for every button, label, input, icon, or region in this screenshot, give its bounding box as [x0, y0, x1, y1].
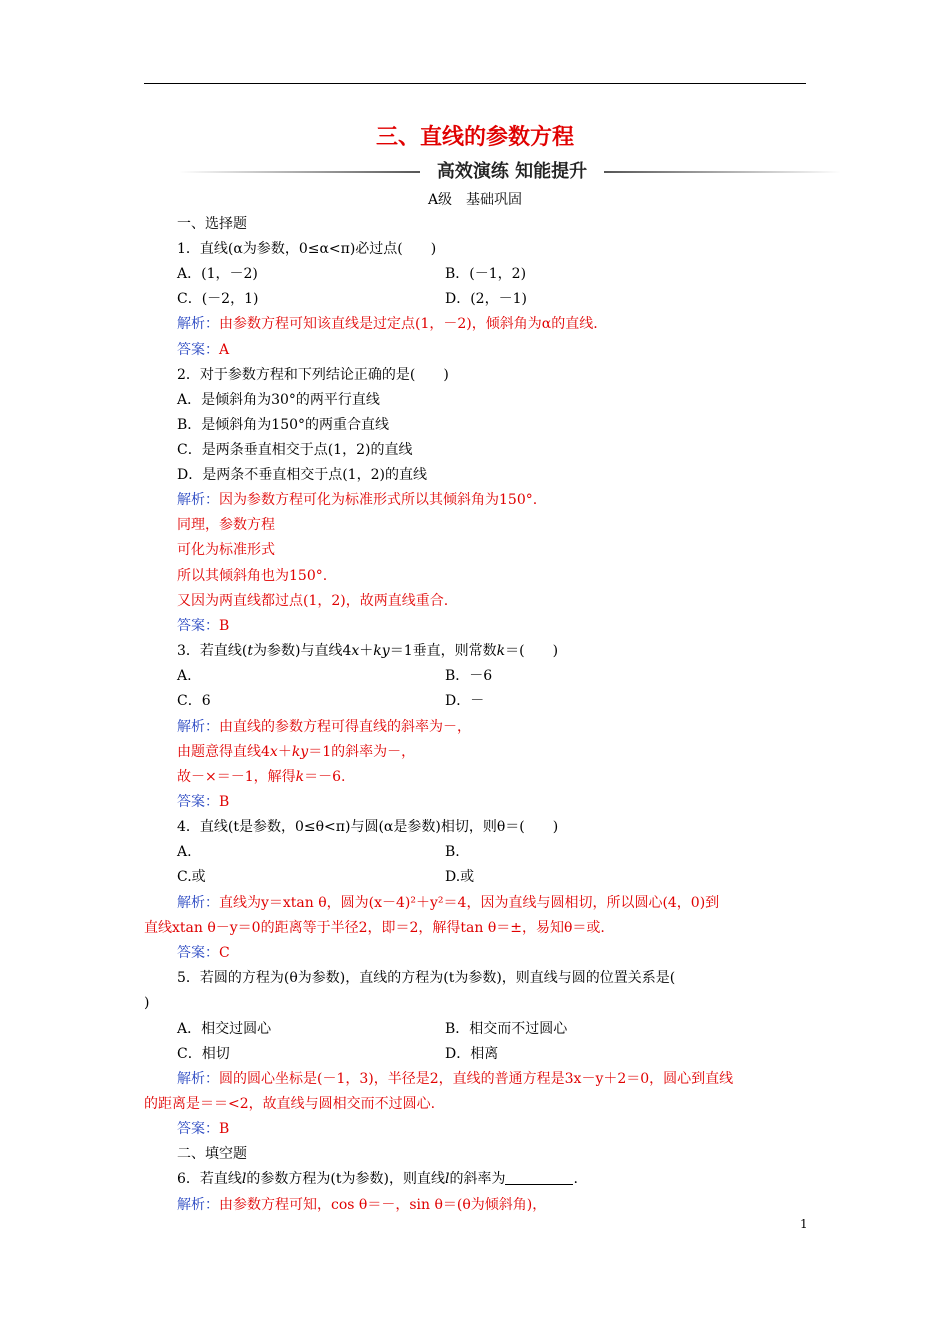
q2-analysis-text: 因为参数方程可化为标准形式所以其倾斜角为150°.: [219, 492, 538, 508]
q1-option-b: B．(－1，2): [445, 266, 527, 282]
q3-stem-var: k: [496, 643, 506, 659]
q3-stem-var: t: [247, 643, 254, 659]
q5-analysis-text: 圆的圆心坐标是(－1，3)，半径是2，直线的普通方程是3x－y＋2＝0，圆心到直线: [219, 1071, 734, 1087]
q3-analysis-line: [177, 742, 415, 762]
q4-stem: 4．直线(t是参数，0≤θ<π)与圆(α是参数)相切，则θ＝( ): [177, 819, 559, 835]
q2-option-a: A．是倾斜角为30°的两平行直线: [177, 392, 380, 408]
q6-answer-blank: [505, 1170, 573, 1185]
page-number: 1: [800, 1217, 808, 1231]
q4-analysis: [177, 893, 719, 913]
q1-answer-value: A: [219, 342, 230, 358]
q2-option-c: C．是两条垂直相交于点(1，2)的直线: [177, 442, 413, 458]
q3-analysis-text: 由直线的参数方程可得直线的斜率为－，: [219, 719, 471, 735]
q5-option-b: B．相交而不过圆心: [445, 1021, 568, 1037]
q5-answer-value: B: [219, 1121, 230, 1137]
q6-stem-var: l: [444, 1171, 450, 1187]
q2-analysis-line: 可化为标准形式: [177, 542, 275, 558]
q5-option-d: D．相离: [445, 1046, 499, 1062]
q4-analysis-text: 直线为y＝xtan θ，圆为(x－4)²＋y²＝4，因为直线与圆相切，所以圆心(4，0)到: [219, 895, 720, 911]
q3-analysis-label: 解析：: [177, 719, 219, 735]
q3-stem-part: 3．若直线(: [177, 643, 248, 659]
q5-stem-end: ): [144, 995, 150, 1011]
q3-option-b: B．－6: [445, 668, 493, 684]
q1-analysis: [177, 314, 598, 334]
q3-option-c: C．6: [177, 693, 211, 709]
q2-option-b: B．是倾斜角为150°的两重合直线: [177, 417, 390, 433]
q6-stem-part: 的参数方程为(t为参数)，则直线: [246, 1171, 445, 1187]
q2-answer-label: 答案：: [177, 618, 219, 634]
banner-right-line: [604, 171, 840, 173]
q1-answer: [177, 340, 229, 360]
q4-option-b: B.: [445, 844, 460, 860]
header-rule: [144, 83, 806, 84]
q3-line-part: ＋: [277, 744, 292, 760]
q1-stem: 1．直线(α为参数，0≤α<π)必过点( ): [177, 241, 437, 257]
q3-line-var: ky: [291, 744, 309, 760]
q6-stem-part: .: [573, 1171, 578, 1187]
q6-stem: [177, 1169, 578, 1189]
q2-option-d: D．是两条不垂直相交于点(1，2)的直线: [177, 467, 427, 483]
q3-answer-value: B: [219, 794, 230, 810]
q3-option-a: A.: [177, 668, 192, 684]
q5-analysis-label: 解析：: [177, 1071, 219, 1087]
q3-line-var: k: [295, 769, 305, 785]
q2-analysis-line: 又因为两直线都过点(1，2)，故两直线重合.: [177, 593, 449, 609]
q5-option-c: C．相切: [177, 1046, 230, 1062]
q5-analysis-line: 的距离是＝＝<2，故直线与圆相交而不过圆心.: [144, 1096, 436, 1112]
q1-analysis-label: 解析：: [177, 316, 219, 332]
q6-stem-part: 6．若直线: [177, 1171, 242, 1187]
q6-stem-var: l: [241, 1171, 247, 1187]
level-heading: A级 基础巩固: [427, 192, 523, 208]
q5-option-a: A．相交过圆心: [177, 1021, 272, 1037]
page-title: 三、直线的参数方程: [375, 125, 574, 150]
q3-stem-var: x: [351, 643, 360, 659]
q3-answer-label: 答案：: [177, 794, 219, 810]
q3-stem-part: ＝( ): [505, 643, 559, 659]
q3-analysis-line: [177, 767, 345, 787]
q6-analysis-label: 解析：: [177, 1197, 219, 1213]
q2-answer-value: B: [219, 618, 230, 634]
q5-stem: 5．若圆的方程为(θ为参数)，直线的方程为(t为参数)，则直线与圆的位置关系是(: [177, 970, 676, 986]
section-heading-choice: 一、选择题: [177, 216, 247, 232]
q3-answer: [177, 792, 229, 812]
q3-line-part: ＝1的斜率为－，: [308, 744, 416, 760]
q6-analysis: [177, 1195, 546, 1215]
q1-option-c: C．(－2，1): [177, 291, 259, 307]
banner-left-line: [180, 171, 420, 173]
section-heading-fill: 二、填空题: [177, 1146, 247, 1162]
q3-analysis: [177, 717, 471, 737]
q1-option-d: D．(2，－1): [445, 291, 527, 307]
q2-stem: 2．对于参数方程和下列结论正确的是( ): [177, 367, 449, 383]
q3-stem-part: ＝1垂直，则常数: [389, 643, 497, 659]
q2-analysis-line: 同理，参数方程: [177, 517, 275, 533]
q3-line-part: 故－×＝－1，解得: [177, 769, 296, 785]
q3-stem-part: ＋: [359, 643, 374, 659]
q3-stem-var: ky: [373, 643, 390, 659]
q4-option-a: A.: [177, 844, 192, 860]
q5-answer: [177, 1119, 229, 1139]
q1-analysis-text: 由参数方程可知该直线是过定点(1，－2)，倾斜角为α的直线.: [219, 316, 598, 332]
q1-option-a: A．(1，－2): [177, 266, 258, 282]
q2-analysis-label: 解析：: [177, 492, 219, 508]
q6-stem-part: 的斜率为: [449, 1171, 506, 1187]
q4-option-d: D.或: [445, 869, 475, 885]
q3-stem-part: 为参数)与直线4: [253, 643, 352, 659]
q2-analysis-line: 所以其倾斜角也为150°.: [177, 568, 328, 584]
q2-analysis: [177, 490, 537, 510]
q5-answer-label: 答案：: [177, 1121, 219, 1137]
q3-line-var: x: [269, 744, 278, 760]
q4-analysis-label: 解析：: [177, 895, 219, 911]
q4-analysis-line: 直线xtan θ－y＝0的距离等于半径2，即＝2，解得tan θ＝±，易知θ＝或.: [144, 920, 605, 936]
q4-answer-value: C: [219, 945, 230, 961]
q3-line-part: 由题意得直线4: [177, 744, 270, 760]
q6-analysis-text: 由参数方程可知，cos θ＝－，sin θ＝(θ为倾斜角)，: [219, 1197, 547, 1213]
banner-text: 高效演练 知能提升: [436, 161, 588, 182]
q4-option-c: C.或: [177, 869, 206, 885]
q3-stem: [177, 641, 558, 661]
q3-option-d: D．－: [445, 693, 485, 709]
q5-analysis: [177, 1069, 733, 1089]
q2-answer: [177, 616, 229, 636]
q4-answer: [177, 943, 230, 963]
section-banner: [180, 160, 840, 184]
q4-answer-label: 答案：: [177, 945, 219, 961]
q3-line-part: ＝－6.: [304, 769, 346, 785]
q1-answer-label: 答案：: [177, 342, 219, 358]
